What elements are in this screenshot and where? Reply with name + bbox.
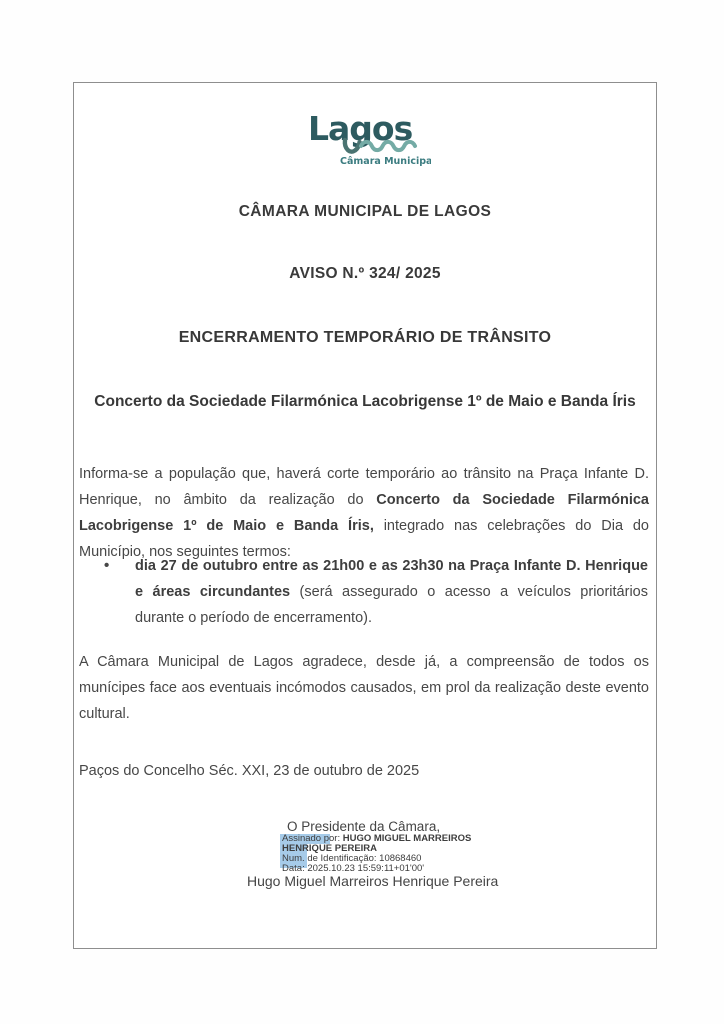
notice-title-heading: ENCERRAMENTO TEMPORÁRIO DE TRÂNSITO [178,329,552,346]
stamp-signer-name-line1: HUGO MIGUEL MARREIROS [342,833,472,844]
intro-text-event-bold: Concerto da Sociedade Filarmónica Lacobrigense 1º de Maio e Banda Íris, [79,492,649,534]
dateline: Paços do Concelho Séc. XXI, 23 de outubro de 2025 [79,763,420,779]
closure-details-bold: dia 27 de outubro entre as 21h00 e as 23h30 na Praça Infante D. Henrique e áreas circundantes [135,558,648,600]
closure-details-note: (será assegurado o acesso a veículos prioritários durante o período de encerramento). [135,584,648,626]
lagos-logo-graphic [301,101,431,171]
stamp-date-line: Data: 2025.10.23 15:59:11+01'00' [282,863,425,874]
event-title-heading: Concerto da Sociedade Filarmónica Lacobrigense 1º de Maio e Banda Íris [94,393,636,410]
intro-text-end: integrado nas celebrações do Dia do Município, nos seguintes termos: [79,518,649,560]
digital-signature-stamp [282,834,471,874]
logo-subtitle: Câmara Municipal [340,156,431,167]
notice-document [73,82,657,949]
org-name-heading: CÂMARA MUNICIPAL DE LAGOS [238,203,492,220]
bullet-marker: • [104,557,110,574]
signature-block [247,819,499,894]
signer-printed-name: Hugo Miguel Marreiros Henrique Pereira [247,873,499,889]
stamp-id-line: Num. de Identificação: 10868460 [282,853,422,864]
stamp-signed-by-label: Assinado por: [282,833,343,844]
notice-number-heading: AVISO N.º 324/ 2025 [289,265,441,282]
closure-bullet-item [104,553,649,631]
stamp-signer-name-line2: HENRIQUE PEREIRA [282,843,378,854]
lagos-logo [301,101,431,171]
thanks-paragraph: A Câmara Municipal de Lagos agradece, desde já, a compreensão de todos os munícipes face aos eventuais incómodos causados, em prol da realização deste evento cultural. [79,654,649,722]
logo-wordmark: Lagos [308,109,413,148]
intro-paragraph [79,461,649,565]
intro-text-start: Informa-se a população que, haverá corte temporário ao trânsito na Praça Infante D. Henrique, no âmbito da realização do [79,466,649,508]
closure-bullet-text [135,553,648,631]
signature-role: O Presidente da Câmara, [287,819,441,834]
